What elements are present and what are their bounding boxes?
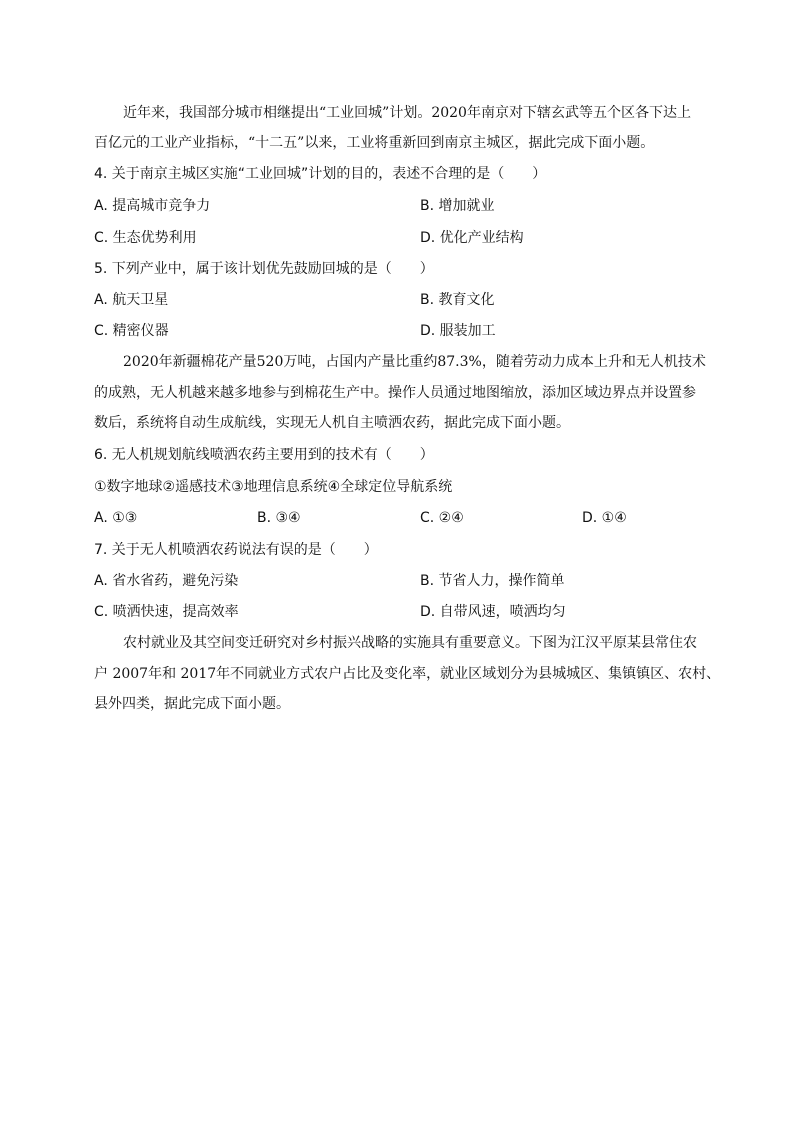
passage-3-line-2: 户 2007年和 2017年不同就业方式农户占比及变化率，就业区域划分为县城城区、集镇镇区、农村、 xyxy=(94,666,721,682)
question-4-stem: 4. 关于南京主城区实施“工业回城”计划的目的，表述不合理的是（ ） xyxy=(94,166,547,182)
question-4-option-d: D. 优化产业结构 xyxy=(420,230,524,246)
question-7-option-d: D. 自带风速，喷洒均匀 xyxy=(420,604,566,620)
question-6-option-d: D. ①④ xyxy=(582,510,627,526)
question-6-option-c: C. ②④ xyxy=(420,510,464,526)
passage-1-line-2: 百亿元的工业产业指标，“十二五”以来，工业将重新回到南京主城区，据此完成下面小题。 xyxy=(94,135,655,151)
passage-1-line-1: 近年来，我国部分城市相继提出“工业回城”计划。2020年南京对下辖玄武等五个区各下达上 xyxy=(123,105,691,121)
question-6-items: ①数字地球②遥感技术③地理信息系统④全球定位导航系统 xyxy=(94,479,453,495)
question-7-stem: 7. 关于无人机喷洒农药说法有误的是（ ） xyxy=(94,542,378,558)
question-6-stem: 6. 无人机规划航线喷洒农药主要用到的技术有（ ） xyxy=(94,447,434,463)
question-4-option-b: B. 增加就业 xyxy=(420,198,495,214)
question-5-option-d: D. 服装加工 xyxy=(420,323,496,339)
question-7-option-b: B. 节省人力，操作简单 xyxy=(420,573,565,589)
passage-2-line-3: 数后，系统将自动生成航线，实现无人机自主喷洒农药，据此完成下面小题。 xyxy=(94,415,570,431)
passage-2-line-1: 2020年新疆棉花产量520万吨，占国内产量比重约87.3%，随着劳动力成本上升和无人机技术 xyxy=(123,354,706,370)
question-6-option-b: B. ③④ xyxy=(257,510,301,526)
question-7-option-a: A. 省水省药，避免污染 xyxy=(94,573,239,589)
question-4-option-a: A. 提高城市竞争力 xyxy=(94,198,211,214)
question-5-stem: 5. 下列产业中，属于该计划优先鼓励回城的是（ ） xyxy=(94,261,434,277)
passage-3-line-3: 县外四类，据此完成下面小题。 xyxy=(94,696,290,712)
question-6-option-a: A. ①③ xyxy=(94,510,138,526)
question-4-option-c: C. 生态优势利用 xyxy=(94,230,197,246)
question-5-option-c: C. 精密仪器 xyxy=(94,323,169,339)
question-5-option-b: B. 教育文化 xyxy=(420,292,495,308)
passage-2-line-2: 的成熟，无人机越来越多地参与到棉花生产中。操作人员通过地图缩放，添加区域边界点并设置参 xyxy=(94,385,696,401)
question-5-option-a: A. 航天卫星 xyxy=(94,292,169,308)
passage-3-line-1: 农村就业及其空间变迁研究对乡村振兴战略的实施具有重要意义。下图为江汉平原某县常住农 xyxy=(123,635,697,651)
question-7-option-c: C. 喷洒快速，提高效率 xyxy=(94,604,239,620)
